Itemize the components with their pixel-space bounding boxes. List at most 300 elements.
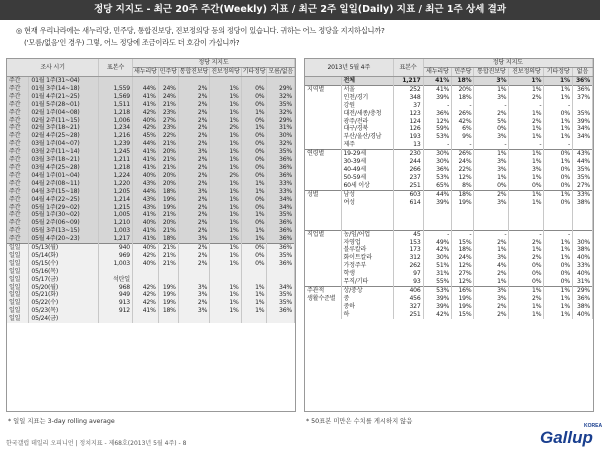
- percent-cell: 1%: [241, 284, 267, 292]
- percent-cell: 35%: [267, 291, 295, 299]
- percent-cell: 2%: [178, 85, 209, 93]
- party-col-header: 진보정의당: [509, 68, 544, 77]
- percent-cell: 1%: [544, 94, 573, 102]
- percent-cell: [572, 141, 592, 149]
- table-row: [7, 93, 295, 101]
- percent-cell: 41%: [132, 93, 158, 101]
- percent-cell: [572, 222, 592, 230]
- base-cell: 13: [393, 141, 423, 149]
- period-type-cell: 주간: [7, 77, 29, 85]
- percent-cell: 2%: [474, 270, 509, 278]
- percent-cell: 2%: [210, 172, 241, 180]
- percent-cell: 45%: [132, 132, 158, 140]
- percent-cell: 42%: [132, 252, 158, 260]
- percent-cell: 2%: [178, 93, 209, 101]
- percent-cell: 2%: [178, 219, 209, 227]
- percent-cell: 42%: [452, 118, 474, 126]
- base-cell: 230: [393, 150, 423, 158]
- percent-cell: 41%: [132, 164, 158, 172]
- group-cell: [305, 118, 341, 126]
- percent-cell: 19%: [158, 196, 178, 204]
- percent-cell: 1%: [241, 235, 267, 243]
- percent-cell: 21%: [158, 252, 178, 260]
- percent-cell: 1%: [210, 227, 241, 235]
- percent-cell: 16%: [452, 287, 474, 295]
- base-cell: 126: [393, 125, 423, 133]
- left-footnote: * 일일 지표는 3-day rolling average: [8, 418, 115, 425]
- group-cell: [305, 246, 341, 254]
- base-cell: [99, 268, 133, 276]
- table-row: [7, 85, 295, 93]
- percent-cell: 3%: [474, 77, 509, 86]
- party-col-header: 없음: [572, 68, 592, 77]
- percent-cell: 1%: [509, 174, 544, 182]
- percent-cell: 2%: [509, 239, 544, 247]
- period-type-cell: 주간: [7, 211, 29, 219]
- segment-cell: 여성: [341, 199, 393, 207]
- base-cell: 45: [393, 230, 423, 238]
- table-row: [305, 207, 593, 215]
- percent-cell: [158, 268, 178, 276]
- percent-cell: 2%: [474, 190, 509, 198]
- percent-cell: 18%: [452, 94, 474, 102]
- weekly-daily-table-panel: [6, 58, 296, 412]
- table-row: [305, 94, 593, 102]
- percent-cell: 42%: [132, 124, 158, 132]
- percent-cell: 44%: [132, 188, 158, 196]
- percent-cell: 2%: [474, 303, 509, 311]
- percent-cell: 35%: [267, 211, 295, 219]
- percent-cell: 1%: [544, 118, 573, 126]
- percent-cell: 36%: [572, 295, 592, 303]
- segment-cell: 남성: [341, 190, 393, 198]
- percent-cell: 1%: [544, 246, 573, 254]
- percent-cell: 21%: [158, 260, 178, 268]
- percent-cell: 44%: [423, 190, 452, 198]
- table-row: [7, 315, 295, 323]
- percent-cell: 0%: [241, 164, 267, 172]
- percent-cell: 1%: [544, 125, 573, 133]
- percent-cell: [452, 222, 474, 230]
- table-row: [7, 180, 295, 188]
- party-col-header: 새누리당: [423, 68, 452, 77]
- table-row: [7, 291, 295, 299]
- percent-cell: 2%: [178, 211, 209, 219]
- percent-cell: [509, 207, 544, 215]
- percent-cell: 1%: [474, 278, 509, 286]
- base-cell: 1,205: [99, 188, 133, 196]
- base-cell: 1,218: [99, 109, 133, 117]
- base-cell: 1,559: [99, 85, 133, 93]
- period-type-cell: 주간: [7, 109, 29, 117]
- base-cell: 456: [393, 295, 423, 303]
- percent-cell: 41%: [132, 101, 158, 109]
- percent-cell: 3%: [474, 199, 509, 207]
- period-type-cell: 주간: [7, 196, 29, 204]
- percent-cell: 23%: [158, 124, 178, 132]
- group-cell: 생활수준별: [305, 295, 341, 303]
- percent-cell: 41%: [423, 85, 452, 93]
- percent-cell: 30%: [572, 239, 592, 247]
- percent-cell: 21%: [158, 244, 178, 252]
- percent-cell: 1%: [210, 235, 241, 243]
- period-type-cell: 일일: [7, 268, 29, 276]
- base-cell: 1,218: [99, 164, 133, 172]
- period-type-cell: 주간: [7, 172, 29, 180]
- table-row: [305, 85, 593, 93]
- group-cell: [305, 141, 341, 149]
- group-cell: 지역별: [305, 85, 341, 93]
- percent-cell: 12%: [423, 118, 452, 126]
- segment-cell: 농/임/어업: [341, 230, 393, 238]
- party-col-header: 통합진보당: [474, 68, 509, 77]
- base-cell: 1,214: [99, 196, 133, 204]
- base-cell: 153: [393, 239, 423, 247]
- percent-cell: 0%: [544, 270, 573, 278]
- percent-cell: 1%: [509, 150, 544, 158]
- segment-cell: 부산/울산/경남: [341, 133, 393, 141]
- period-cell: 05/16(목): [29, 268, 99, 276]
- percent-cell: 40%: [132, 117, 158, 125]
- percent-cell: 43%: [132, 196, 158, 204]
- table-row: [305, 295, 593, 303]
- percent-cell: 2%: [178, 244, 209, 252]
- percent-cell: 30%: [267, 132, 295, 140]
- base-cell: [393, 222, 423, 230]
- base-cell: 93: [393, 278, 423, 286]
- period-cell: 05/14(화): [29, 252, 99, 260]
- percent-cell: 43%: [572, 150, 592, 158]
- percent-cell: 2%: [509, 254, 544, 262]
- base-cell: 940: [99, 244, 133, 252]
- period-cell: 05월 3주(13~15): [29, 227, 99, 235]
- percent-cell: 36%: [267, 244, 295, 252]
- period-cell: 03월 4주(25~28): [29, 164, 99, 172]
- base-cell: 614: [393, 199, 423, 207]
- base-cell: 1,224: [99, 172, 133, 180]
- segment-cell: 무직/기타: [341, 278, 393, 286]
- percent-cell: 1%: [241, 291, 267, 299]
- period-type-cell: 일일: [7, 260, 29, 268]
- percent-cell: 18%: [452, 246, 474, 254]
- percent-cell: [509, 222, 544, 230]
- percent-cell: 44%: [132, 140, 158, 148]
- percent-cell: 42%: [423, 246, 452, 254]
- percent-cell: 30%: [423, 158, 452, 166]
- table-row: [7, 101, 295, 109]
- percent-cell: 34%: [267, 196, 295, 204]
- percent-cell: 19%: [158, 291, 178, 299]
- percent-cell: 0%: [544, 182, 573, 190]
- group-cell: 연령별: [305, 150, 341, 158]
- percent-cell: 3%: [474, 94, 509, 102]
- period-cell: 04월 4주(22~25): [29, 196, 99, 204]
- table-row: [305, 303, 593, 311]
- percent-cell: 21%: [158, 140, 178, 148]
- percent-cell: 42%: [132, 291, 158, 299]
- percent-cell: 2%: [178, 101, 209, 109]
- percent-cell: 36%: [267, 219, 295, 227]
- percent-cell: 36%: [267, 156, 295, 164]
- percent-cell: [158, 315, 178, 323]
- group-cell: 주관적: [305, 287, 341, 295]
- percent-cell: 4%: [474, 262, 509, 270]
- table-row: [305, 158, 593, 166]
- base-cell: 262: [393, 262, 423, 270]
- percent-cell: -: [544, 141, 573, 149]
- period-type-cell: 주간: [7, 124, 29, 132]
- percent-cell: 2%: [178, 196, 209, 204]
- percent-cell: [452, 214, 474, 222]
- percent-cell: 29%: [572, 287, 592, 295]
- percent-cell: 0%: [241, 85, 267, 93]
- percent-cell: 24%: [452, 254, 474, 262]
- percent-cell: 3%: [509, 166, 544, 174]
- percent-cell: [474, 207, 509, 215]
- period-type-cell: 일일: [7, 252, 29, 260]
- percent-cell: 41%: [132, 156, 158, 164]
- percent-cell: 42%: [132, 109, 158, 117]
- percent-cell: 2%: [178, 140, 209, 148]
- segment-cell: 인천/경기: [341, 94, 393, 102]
- table-row: [305, 150, 593, 158]
- party-group-header-right: 정당 지지도: [423, 59, 593, 68]
- percent-cell: 5%: [474, 118, 509, 126]
- table-row: [7, 235, 295, 243]
- base-cell: 123: [393, 110, 423, 118]
- percent-cell: 18%: [158, 307, 178, 315]
- segment-cell: 제주: [341, 141, 393, 149]
- period-cell: 01월 5주(28~01): [29, 101, 99, 109]
- percent-cell: -: [509, 141, 544, 149]
- period-cell: 04월 1주(01~04): [29, 172, 99, 180]
- base-cell: 1,217: [393, 77, 423, 86]
- period-type-cell: 주간: [7, 156, 29, 164]
- percent-cell: 15%: [452, 239, 474, 247]
- base-cell: 1,006: [99, 117, 133, 125]
- percent-cell: 1%: [544, 254, 573, 262]
- percent-cell: [544, 207, 573, 215]
- period-cell: 05/15(수): [29, 260, 99, 268]
- segment-cell: 학생: [341, 270, 393, 278]
- percent-cell: 0%: [474, 182, 509, 190]
- percent-cell: 23%: [158, 109, 178, 117]
- percent-cell: [210, 268, 241, 276]
- percent-cell: 1%: [544, 190, 573, 198]
- percent-cell: 1%: [210, 101, 241, 109]
- percent-cell: 41%: [423, 77, 452, 86]
- percent-cell: 30%: [423, 150, 452, 158]
- percent-cell: 1%: [509, 110, 544, 118]
- percent-cell: 24%: [158, 93, 178, 101]
- percent-cell: -: [509, 230, 544, 238]
- percent-cell: 38%: [572, 303, 592, 311]
- base-cell: [99, 315, 133, 323]
- percent-cell: 32%: [267, 109, 295, 117]
- percent-cell: 20%: [158, 180, 178, 188]
- percent-cell: -: [474, 141, 509, 149]
- percent-cell: [241, 276, 267, 284]
- percent-cell: 2%: [178, 180, 209, 188]
- percent-cell: 0%: [509, 278, 544, 286]
- percent-cell: 3%: [178, 235, 209, 243]
- percent-cell: [210, 77, 241, 85]
- percent-cell: [158, 77, 178, 85]
- group-cell: [305, 158, 341, 166]
- percent-cell: 0%: [474, 125, 509, 133]
- base-cell: 1,210: [99, 219, 133, 227]
- party-col-header: 모름/없음: [268, 68, 293, 75]
- percent-cell: 12%: [452, 174, 474, 182]
- percent-cell: 35%: [267, 252, 295, 260]
- percent-cell: [423, 214, 452, 222]
- percent-cell: 44%: [132, 85, 158, 93]
- percent-cell: [241, 315, 267, 323]
- percent-cell: 1%: [210, 140, 241, 148]
- percent-cell: [210, 315, 241, 323]
- percent-cell: 6%: [452, 125, 474, 133]
- period-type-cell: 주간: [7, 140, 29, 148]
- table-row: [305, 141, 593, 149]
- percent-cell: 1%: [474, 150, 509, 158]
- period-cell: 05월 1주(29~02): [29, 204, 99, 212]
- period-cell: 03월 1주(04~07): [29, 140, 99, 148]
- percent-cell: 0%: [544, 166, 573, 174]
- detail-table: [305, 59, 593, 319]
- percent-cell: [132, 77, 158, 85]
- percent-cell: [267, 315, 295, 323]
- percent-cell: 3%: [474, 133, 509, 141]
- percent-cell: 41%: [132, 235, 158, 243]
- percent-cell: 19%: [452, 295, 474, 303]
- percent-cell: 3%: [178, 284, 209, 292]
- period-type-cell: 주간: [7, 219, 29, 227]
- percent-cell: [544, 222, 573, 230]
- percent-cell: 3%: [474, 158, 509, 166]
- table-row: [305, 214, 593, 222]
- percent-cell: 2%: [178, 299, 209, 307]
- percent-cell: 1%: [544, 303, 573, 311]
- percent-cell: 39%: [423, 303, 452, 311]
- percent-cell: 12%: [452, 262, 474, 270]
- percent-cell: 53%: [423, 287, 452, 295]
- percent-cell: 24%: [452, 158, 474, 166]
- base-cell: 97: [393, 270, 423, 278]
- percent-cell: 1%: [544, 77, 573, 86]
- period-type-cell: 주간: [7, 164, 29, 172]
- percent-cell: 1%: [210, 148, 241, 156]
- percent-cell: 27%: [572, 182, 592, 190]
- period-type-cell: 주간: [7, 117, 29, 125]
- percent-cell: 0%: [241, 244, 267, 252]
- period-cell: 04월 3주(15~18): [29, 188, 99, 196]
- percent-cell: 35%: [572, 174, 592, 182]
- period-type-cell: 주간: [7, 235, 29, 243]
- segment-cell: 서울: [341, 85, 393, 93]
- percent-cell: 2%: [210, 124, 241, 132]
- percent-cell: 0%: [241, 117, 267, 125]
- percent-cell: 20%: [158, 172, 178, 180]
- table-row: [305, 230, 593, 238]
- percent-cell: 0%: [544, 150, 573, 158]
- percent-cell: [267, 268, 295, 276]
- gallup-logo: Gallup KOREA: [540, 423, 602, 447]
- base-header-right: 표본수: [393, 59, 423, 77]
- table-row: [305, 110, 593, 118]
- percent-cell: 19%: [158, 299, 178, 307]
- group-cell: [305, 174, 341, 182]
- period-cell: 02월 2주(11~15): [29, 117, 99, 125]
- percent-cell: 40%: [132, 172, 158, 180]
- percent-cell: 1%: [210, 219, 241, 227]
- percent-cell: 21%: [158, 227, 178, 235]
- group-cell: [305, 303, 341, 311]
- base-cell: 949: [99, 291, 133, 299]
- percent-cell: 1%: [474, 85, 509, 93]
- base-cell: 1,005: [99, 211, 133, 219]
- period-cell: 05/23(목): [29, 307, 99, 315]
- percent-cell: -: [452, 230, 474, 238]
- percent-cell: 1%: [210, 291, 241, 299]
- period-type-cell: 일일: [7, 307, 29, 315]
- base-cell: 252: [393, 85, 423, 93]
- party-col-header: 새누리당: [133, 68, 157, 75]
- percent-cell: 36%: [423, 110, 452, 118]
- segment-cell: 40-49세: [341, 166, 393, 174]
- detail-body: [305, 77, 593, 319]
- percent-cell: 0%: [241, 101, 267, 109]
- percent-cell: 36%: [267, 307, 295, 315]
- percent-cell: 22%: [158, 132, 178, 140]
- table-row: [7, 307, 295, 315]
- table-row: [7, 227, 295, 235]
- base-cell: 1,245: [99, 148, 133, 156]
- segment-cell: 중하: [341, 303, 393, 311]
- percent-cell: 0%: [544, 199, 573, 207]
- percent-cell: -: [544, 102, 573, 110]
- base-cell: 251: [393, 311, 423, 319]
- percent-cell: -: [474, 230, 509, 238]
- percent-cell: 39%: [423, 199, 452, 207]
- group-cell: [305, 239, 341, 247]
- period-cell: 03월 2주(11~14): [29, 148, 99, 156]
- percent-cell: 21%: [158, 164, 178, 172]
- percent-cell: 1%: [509, 190, 544, 198]
- percent-cell: 19%: [452, 199, 474, 207]
- percent-cell: 1%: [509, 287, 544, 295]
- percent-cell: 12%: [452, 278, 474, 286]
- percent-cell: -: [452, 141, 474, 149]
- group-cell: [305, 182, 341, 190]
- percent-cell: 27%: [158, 117, 178, 125]
- group-cell: [305, 214, 341, 222]
- party-col-header: 기타정당: [242, 68, 266, 75]
- percent-cell: 33%: [572, 262, 592, 270]
- percent-cell: 33%: [267, 188, 295, 196]
- percent-cell: 19%: [158, 204, 178, 212]
- percent-cell: 0%: [509, 262, 544, 270]
- base-cell: 173: [393, 246, 423, 254]
- base-cell: 193: [393, 133, 423, 141]
- percent-cell: [178, 268, 209, 276]
- percent-cell: 2%: [178, 260, 209, 268]
- table-row: [7, 156, 295, 164]
- percent-cell: 20%: [452, 85, 474, 93]
- percent-cell: 21%: [158, 211, 178, 219]
- percent-cell: 3%: [474, 254, 509, 262]
- table-row: [305, 270, 593, 278]
- period-cell: 01월 4주(21~25): [29, 93, 99, 101]
